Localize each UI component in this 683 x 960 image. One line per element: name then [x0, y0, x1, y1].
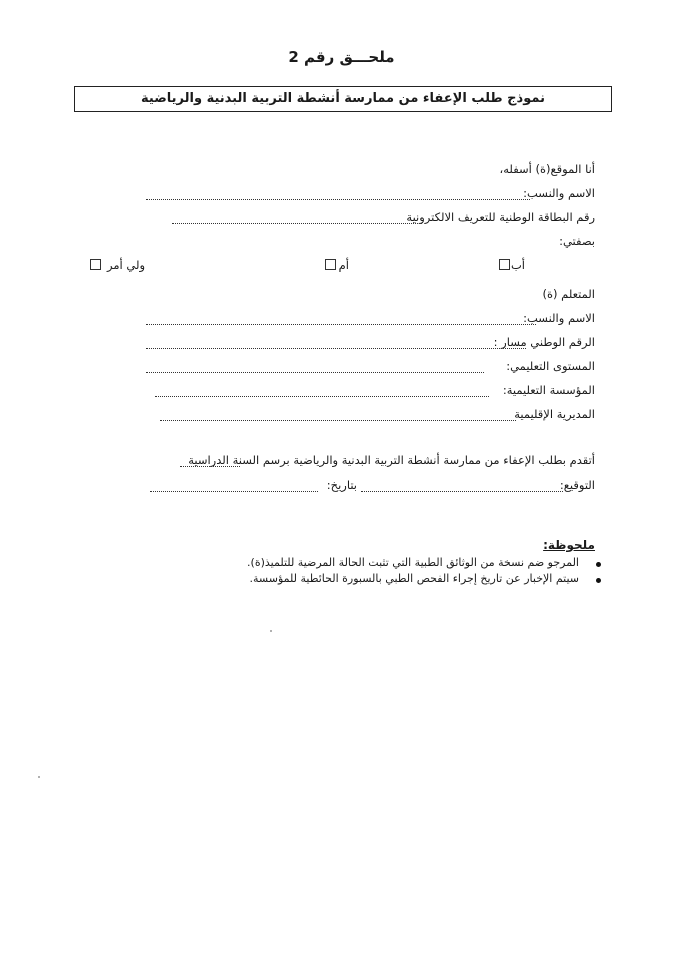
- bullet-icon: [596, 562, 601, 567]
- level-field[interactable]: [146, 372, 484, 373]
- annex-title: ملحـــق رقم 2: [288, 48, 395, 66]
- institution-label: المؤسسة التعليمية:: [502, 383, 595, 397]
- student-name-label: الاسم والنسب:: [523, 311, 595, 325]
- signatory-intro: أنا الموقع(ة) أسفله،: [499, 162, 595, 176]
- signature-label: التوقيع:: [559, 478, 595, 492]
- mother-checkbox[interactable]: [325, 259, 336, 270]
- capacity-option-mother[interactable]: [325, 258, 349, 272]
- signature-field[interactable]: [361, 491, 563, 492]
- date-field[interactable]: [150, 491, 318, 492]
- directorate-field[interactable]: [160, 420, 516, 421]
- massar-field[interactable]: [146, 348, 526, 349]
- father-checkbox[interactable]: [499, 259, 510, 270]
- note-item: سيتم الإخبار عن تاريخ إجراء الفحص الطبي بالسبورة الحائطية للمؤسسة.: [249, 572, 579, 585]
- scan-speck: [270, 630, 272, 632]
- massar-label: الرقم الوطني مسار :: [493, 335, 595, 349]
- form-title: نموذج طلب الإعفاء من ممارسة أنشطة التربية البدنية والرياضية: [74, 86, 612, 112]
- mother-label: أم: [338, 258, 349, 272]
- scan-speck: [38, 776, 40, 778]
- school-year-field[interactable]: [180, 466, 240, 467]
- guardian-label: ولي أمر: [107, 258, 145, 272]
- signatory-name-field[interactable]: [146, 199, 530, 200]
- guardian-checkbox[interactable]: [90, 259, 101, 270]
- request-text: أتقدم بطلب الإعفاء من ممارسة أنشطة التربية البدنية والرياضية برسم السنة الدراسية: [188, 453, 595, 467]
- level-label: المستوى التعليمي:: [506, 359, 595, 373]
- student-heading: المتعلم (ة): [542, 287, 595, 301]
- note-item: المرجو ضم نسخة من الوثائق الطبية التي تثبت الحالة المرضية للتلميذ(ة).: [247, 556, 579, 569]
- notes-title: ملحوظة:: [543, 538, 595, 552]
- national-id-field[interactable]: [172, 223, 422, 224]
- capacity-option-guardian[interactable]: [90, 258, 145, 272]
- father-label: أب: [510, 258, 525, 272]
- date-label: بتاريخ:: [326, 478, 357, 492]
- directorate-label: المديرية الإقليمية: [514, 407, 595, 421]
- capacity-label: بصفتي:: [559, 234, 595, 248]
- institution-field[interactable]: [155, 396, 489, 397]
- signatory-name-label: الاسم والنسب:: [523, 186, 595, 200]
- capacity-option-father[interactable]: [499, 258, 525, 272]
- bullet-icon: [596, 578, 601, 583]
- student-name-field[interactable]: [146, 324, 536, 325]
- national-id-label: رقم البطاقة الوطنية للتعريف الالكترونية: [406, 210, 595, 224]
